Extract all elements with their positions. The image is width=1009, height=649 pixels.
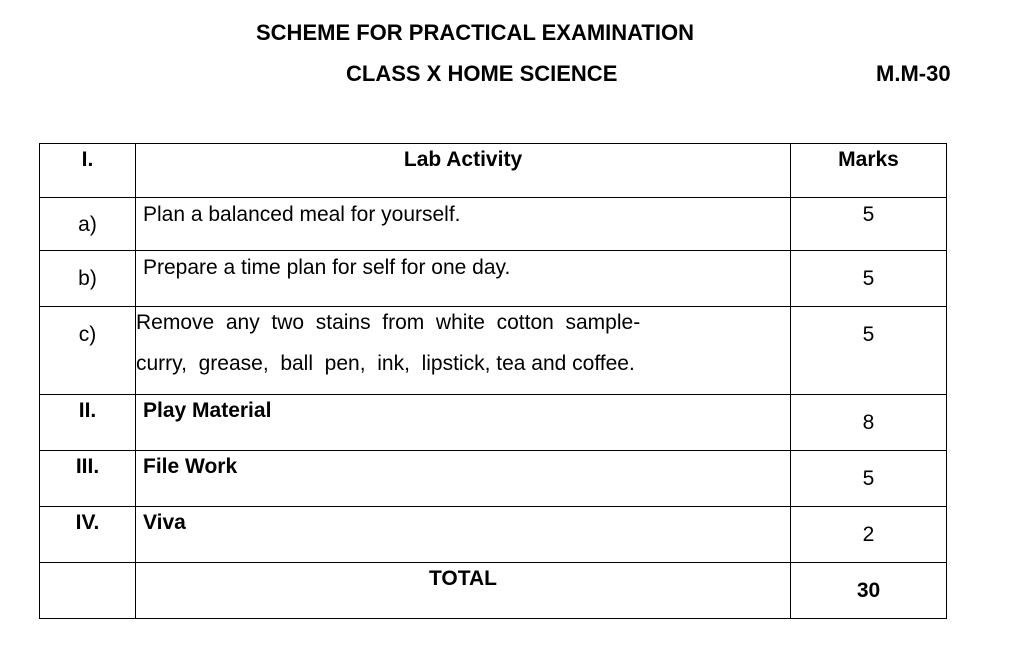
row-label: IV. [75, 511, 100, 534]
column-header-marks: Marks [838, 148, 899, 171]
row-label: a) [78, 213, 97, 236]
column-header-section: I. [81, 148, 94, 171]
row-c-label-cell [39, 306, 136, 395]
row-marks: 8 [862, 411, 875, 434]
max-marks: M.M-30 [876, 61, 951, 86]
row-marks: 5 [862, 323, 875, 346]
document-title: SCHEME FOR PRACTICAL EXAMINATION [256, 20, 694, 45]
row-activity: Plan a balanced meal for yourself. [143, 203, 461, 226]
row-iv-activity-cell [135, 506, 791, 563]
total-label-cell [39, 562, 136, 619]
row-label: b) [78, 267, 97, 290]
total-label: TOTAL [428, 567, 498, 590]
row-activity: Play Material [143, 399, 272, 422]
row-label: c) [78, 323, 97, 346]
row-label: II. [78, 399, 97, 422]
row-label: III. [75, 455, 100, 478]
row-c-marks-cell [790, 306, 947, 395]
column-header-activity: Lab Activity [403, 148, 523, 171]
marks-table [39, 143, 947, 619]
row-marks: 5 [862, 203, 875, 226]
row-marks: 2 [862, 523, 875, 546]
row-marks: 5 [862, 267, 875, 290]
row-activity: File Work [143, 455, 238, 478]
document-subtitle: CLASS X HOME SCIENCE [346, 61, 618, 86]
row-activity: Viva [143, 511, 186, 534]
row-activity-line1: Remove any two stains from white cotton sample- [136, 311, 641, 334]
row-activity-line2: curry, grease, ball pen, ink, lipstick, tea and coffee. [136, 352, 635, 375]
row-activity: Prepare a time plan for self for one day. [143, 256, 511, 279]
row-marks: 5 [862, 467, 875, 490]
total-marks: 30 [856, 579, 881, 602]
